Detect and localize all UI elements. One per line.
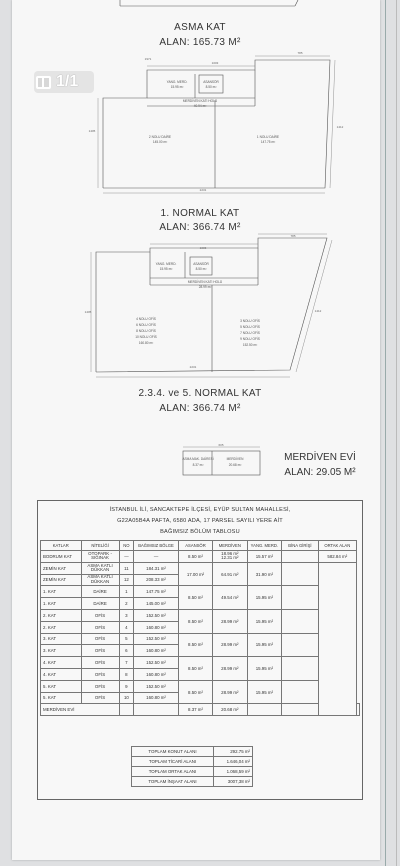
- cell: 145.00 m²: [134, 598, 179, 610]
- plan-title: ASMA KAT: [174, 22, 226, 33]
- cell: 4: [119, 621, 134, 633]
- cell: OFİS: [81, 668, 119, 680]
- room-label: 3 NOLU OFİS: [240, 319, 260, 323]
- cell: ZEMİN KAT: [41, 562, 82, 574]
- dim-label: 1412: [314, 309, 322, 313]
- normal-kat-plan: [96, 238, 327, 372]
- cell: 15.95 m²: [247, 586, 282, 610]
- column-header: KATLAR: [41, 541, 82, 551]
- room-area: 8.50 m²: [195, 267, 207, 271]
- cell: ASMA KATLI DÜKKAN: [81, 562, 119, 574]
- cell: 28.99 m²: [213, 657, 247, 681]
- totals-row: [132, 747, 253, 757]
- page-count: 1/1: [56, 73, 79, 90]
- cell: OTOPARK - SIĞINAK: [81, 551, 119, 563]
- cell: 11: [119, 562, 134, 574]
- totals-row: [132, 757, 253, 767]
- cell: [282, 704, 318, 716]
- room-label: MERDİVEN KATI HOLÜ: [182, 99, 218, 103]
- room-label: YANG. MERD.: [155, 262, 177, 266]
- total-label: TOPLAM KONUT ALANI: [132, 747, 214, 757]
- room-label: 2 NOLU DAİRE: [148, 135, 172, 139]
- cell: 2. KAT: [41, 621, 82, 633]
- total-value: 1.068,59 m²: [214, 767, 253, 777]
- room-label: MERDİVEN: [226, 457, 244, 461]
- cell: 20.68 m²: [213, 704, 247, 716]
- cell: 1. KAT: [41, 598, 82, 610]
- room-label: 5 NOLU OFİS: [240, 325, 260, 329]
- room-area: 160.80 m²: [138, 341, 154, 345]
- column-header: BİNA GİRİŞİ: [282, 541, 318, 551]
- cell: 10: [119, 692, 134, 704]
- cell: 3. KAT: [41, 633, 82, 645]
- cell: 160.80 m²: [134, 621, 179, 633]
- cell: [282, 586, 318, 610]
- asma-kat-plan-dims: [98, 56, 335, 193]
- cell: [282, 657, 318, 681]
- cell: OFİS: [81, 645, 119, 657]
- plan-area: ALAN: 165.73 M²: [159, 37, 241, 48]
- column-header: ORTAK ALAN: [318, 541, 356, 551]
- totals-row: [132, 777, 253, 787]
- cell: [213, 551, 247, 563]
- table-header-line: G22A05B4A PAFTA, 6580 ADA, 17 PARSEL SAYILI YERE AİT: [117, 518, 283, 524]
- table-row: [41, 586, 360, 598]
- table-row: [41, 680, 360, 692]
- total-label: TOPLAM İNŞAAT ALANI: [132, 777, 214, 787]
- room-area: 152.50 m²: [242, 343, 258, 347]
- dim-label: 785: [290, 234, 296, 238]
- page-view-icon: [36, 76, 51, 89]
- cell: BODRUM KAT: [41, 551, 82, 563]
- table-row: [41, 704, 360, 716]
- table-row: [41, 551, 360, 563]
- cell: 9: [119, 680, 134, 692]
- dim-label: 1412: [336, 125, 344, 129]
- room-label: 9 NOLU OFİS: [240, 337, 260, 341]
- cell: 15.95 m²: [247, 609, 282, 633]
- cell: 28.99 m²: [213, 680, 247, 704]
- table-header-line: İSTANBUL İLİ, SANCAKTEPE İLÇESİ, EYÜP SULTAN MAHALLESİ,: [109, 507, 291, 513]
- cell: OFİS: [81, 692, 119, 704]
- cell: MERDİVEN EVİ: [41, 704, 120, 716]
- cell: 2: [119, 598, 134, 610]
- table-header-line: BAĞIMSIZ BÖLÜM TABLOSU: [160, 529, 240, 535]
- room-area: 28.99 m²: [198, 285, 212, 289]
- cell: 64.91 m²: [213, 562, 247, 586]
- cell: 28.99 m²: [213, 609, 247, 633]
- cell: 4. KAT: [41, 657, 82, 669]
- dim-label: 605: [218, 443, 224, 447]
- cell: [282, 633, 318, 657]
- cell: 4. KAT: [41, 668, 82, 680]
- plan-area: ALAN: 366.74 M²: [159, 403, 241, 414]
- column-header: NO: [119, 541, 134, 551]
- cell: 152.50 m²: [134, 680, 179, 692]
- cell: 15.95 m²: [247, 680, 282, 704]
- cell: 28.99 m²: [213, 633, 247, 657]
- total-label: TOPLAM TİCARİ ALANI: [132, 757, 214, 767]
- cell: 49.54 m²: [213, 586, 247, 610]
- cell: OFİS: [81, 633, 119, 645]
- cell: 31.90 m²: [247, 562, 282, 586]
- cell: 5: [119, 633, 134, 645]
- dim-label: 785: [297, 51, 303, 55]
- room-area: 20.68 m²: [228, 463, 242, 467]
- cell: OFİS: [81, 680, 119, 692]
- room-area: 8.37 m²: [192, 463, 204, 467]
- cell: [134, 704, 179, 716]
- cell: —: [134, 551, 179, 563]
- page-indicator[interactable]: [34, 71, 94, 93]
- table-row: [41, 609, 360, 621]
- normal-kat-plan-dims: [91, 234, 332, 377]
- cell: OFİS: [81, 657, 119, 669]
- previous-plan-fragment: [120, 0, 298, 6]
- room-label: 4 NOLU OFİS: [136, 317, 156, 321]
- room-label: ASMA MAK. DAİRESİ: [182, 457, 214, 461]
- room-label: ASANSÖR: [203, 80, 219, 84]
- cell: 147.75 m²: [134, 586, 179, 598]
- room-label: 8 NOLU OFİS: [136, 329, 156, 333]
- table-row: [41, 657, 360, 669]
- total-value: 292.75 m²: [214, 747, 253, 757]
- room-label: 10 NOLU OFİS: [135, 335, 157, 339]
- plan-title: 1. NORMAL KAT: [160, 208, 240, 219]
- room-label: MERDİVEN KATI HOLÜ: [187, 280, 223, 284]
- dim-label: 2231: [189, 365, 197, 369]
- cell: ASMA KATLI DÜKKAN: [81, 574, 119, 586]
- room-area: 145.00 m²: [152, 140, 168, 144]
- independent-units-table: [40, 540, 360, 716]
- room-area: 15.95 m²: [159, 267, 173, 271]
- plan-title: 2.3.4. ve 5. NORMAL KAT: [138, 388, 262, 399]
- cell: 8.50 m²: [178, 680, 212, 704]
- cell: 152.50 m²: [134, 657, 179, 669]
- cell: 15.57 m²: [247, 551, 282, 563]
- cell: 3. KAT: [41, 645, 82, 657]
- cell: 160.80 m²: [134, 645, 179, 657]
- cell: 1. KAT: [41, 586, 82, 598]
- cell: OFİS: [81, 621, 119, 633]
- plan-title: MERDİVEN EVİ: [284, 452, 356, 463]
- room-area: 15.95 m²: [170, 85, 184, 89]
- cell: 12: [119, 574, 134, 586]
- cell-line: 18.96 m²: [221, 550, 239, 556]
- cell: 160.80 m²: [134, 668, 179, 680]
- dim-label: 2231: [199, 188, 207, 192]
- cell: 17.00 m²: [178, 562, 212, 586]
- cell: DAİRE: [81, 586, 119, 598]
- column-header: BAĞIMSIZ BÖLGE: [134, 541, 179, 551]
- cell: 152.50 m²: [134, 609, 179, 621]
- column-header: MERDİVEN: [213, 541, 247, 551]
- table-header-row: [41, 541, 360, 551]
- column-header: NİTELİĞİ: [81, 541, 119, 551]
- cell: 8.50 m²: [178, 586, 212, 610]
- dim-label: 1971: [144, 57, 152, 61]
- dim-label: 1003: [199, 246, 207, 250]
- cell: 582.84 m²: [318, 551, 356, 563]
- cell: 8.50 m²: [178, 609, 212, 633]
- cell: 160.80 m²: [134, 692, 179, 704]
- room-label: YANG. MERD.: [166, 80, 188, 84]
- table-row: [41, 633, 360, 645]
- cell: 1: [119, 586, 134, 598]
- dim-label: 1405: [84, 310, 92, 314]
- cell: [318, 562, 356, 715]
- plan-area: ALAN: 29.05 M²: [284, 467, 356, 478]
- cell: 15.95 m²: [247, 657, 282, 681]
- cell: 8.50 m²: [178, 633, 212, 657]
- merdiven-evi-plan: [183, 447, 260, 475]
- cell: 8.50 m²: [178, 657, 212, 681]
- total-value: 1.646,04 m²: [214, 757, 253, 767]
- cell: [247, 704, 282, 716]
- cell: 6: [119, 645, 134, 657]
- cell: [119, 704, 134, 716]
- column-header: ASANSÖR: [178, 541, 212, 551]
- cell: 2. KAT: [41, 609, 82, 621]
- cell: 8.37 m²: [178, 704, 212, 716]
- room-area: 147.75 m²: [260, 140, 276, 144]
- cell: 208.33 m²: [134, 574, 179, 586]
- cell: 5. KAT: [41, 692, 82, 704]
- total-value: 3007,38 m²: [214, 777, 253, 787]
- room-label: 1 NOLU DAİRE: [256, 135, 280, 139]
- totals-row: [132, 767, 253, 777]
- room-label: ASANSÖR: [193, 262, 209, 266]
- cell: 8.50 m²: [178, 551, 212, 563]
- plan-area: ALAN: 366.74 M²: [159, 222, 241, 233]
- cell: [282, 680, 318, 704]
- cell: —: [119, 551, 134, 563]
- cell: [282, 551, 318, 563]
- cell: 184.31 m²: [134, 562, 179, 574]
- room-label: 6 NOLU OFİS: [136, 323, 156, 327]
- cell: [282, 562, 318, 586]
- column-header: YANG. MERD.: [247, 541, 282, 551]
- cell: 8: [119, 668, 134, 680]
- dim-label: 1405: [88, 129, 96, 133]
- table-row: [41, 562, 360, 574]
- room-label: 7 NOLU OFİS: [240, 331, 260, 335]
- total-label: TOPLAM ORTAK ALANI: [132, 767, 214, 777]
- cell: DAİRE: [81, 598, 119, 610]
- cell-line: 12.31 m²: [221, 555, 239, 561]
- cell: ZEMİN KAT: [41, 574, 82, 586]
- room-area: 40.94 m²: [193, 104, 207, 108]
- cell: 15.95 m²: [247, 633, 282, 657]
- cell: OFİS: [81, 609, 119, 621]
- room-area: 8.50 m²: [205, 85, 217, 89]
- cell: 152.50 m²: [134, 633, 179, 645]
- cell: 5. KAT: [41, 680, 82, 692]
- cell: 7: [119, 657, 134, 669]
- cell: 3: [119, 609, 134, 621]
- cell: [282, 609, 318, 633]
- cell: [357, 704, 360, 716]
- area-totals-table: [131, 746, 253, 787]
- dim-label: 1003: [211, 61, 219, 65]
